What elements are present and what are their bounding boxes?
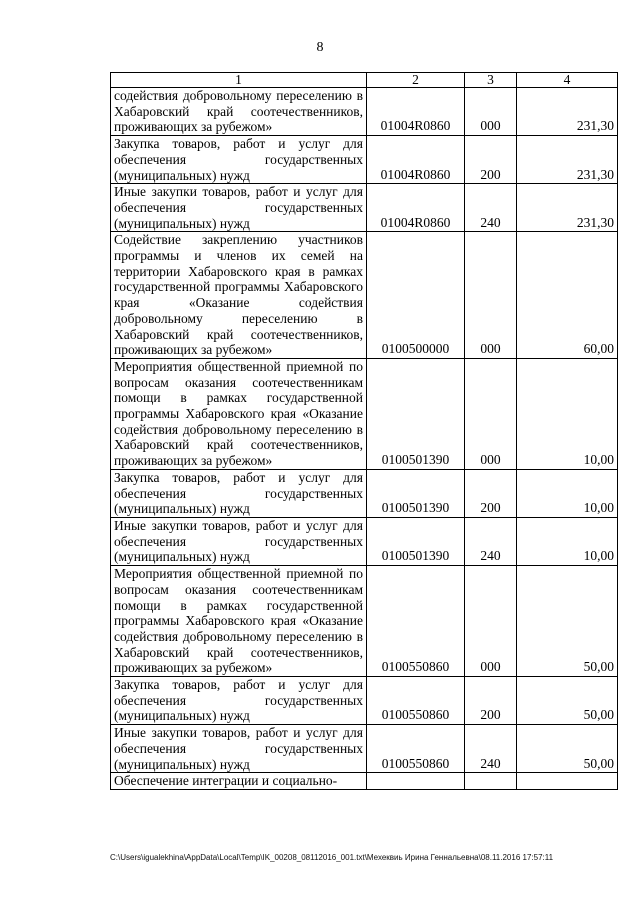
row-vr: 240 <box>465 725 517 773</box>
row-vr: 000 <box>465 566 517 677</box>
row-sum: 50,00 <box>517 677 618 725</box>
row-sum: 10,00 <box>517 517 618 565</box>
row-name: Закупка товаров, работ и услуг для обеспечения государственных (муниципальных) нужд <box>111 677 367 725</box>
header-col-3: 3 <box>465 73 517 88</box>
row-sum <box>517 773 618 790</box>
table-row <box>111 773 618 790</box>
row-sum: 50,00 <box>517 566 618 677</box>
table-header-row <box>111 73 618 88</box>
row-sum: 60,00 <box>517 232 618 359</box>
table-row <box>111 232 618 359</box>
table-row <box>111 725 618 773</box>
row-sum: 10,00 <box>517 358 618 469</box>
row-name: содействия добровольному переселению в Хабаровский край соотечественников, проживающих за рубежом» <box>111 88 367 136</box>
row-name: Мероприятия общественной приемной по вопросам оказания соотечественникам помощи в рамках государственной программы Хабаровского края «Оказание содействия добровольному переселению в Хабаровский край соотечественников, проживающих за рубежом» <box>111 358 367 469</box>
row-vr: 200 <box>465 677 517 725</box>
row-code: 0100501390 <box>367 517 465 565</box>
row-sum: 50,00 <box>517 725 618 773</box>
budget-table <box>110 72 618 790</box>
row-code: 0100501390 <box>367 358 465 469</box>
table-row <box>111 469 618 517</box>
row-sum: 231,30 <box>517 88 618 136</box>
header-col-4: 4 <box>517 73 618 88</box>
row-name: Иные закупки товаров, работ и услуг для обеспечения государственных (муниципальных) нужд <box>111 517 367 565</box>
row-vr: 200 <box>465 469 517 517</box>
row-code: 0100501390 <box>367 469 465 517</box>
row-sum: 231,30 <box>517 184 618 232</box>
row-vr: 200 <box>465 136 517 184</box>
row-name: Обеспечение интеграции и социально- <box>111 773 367 790</box>
row-code: 0100500000 <box>367 232 465 359</box>
row-vr: 240 <box>465 517 517 565</box>
row-vr: 000 <box>465 358 517 469</box>
row-sum: 231,30 <box>517 136 618 184</box>
row-name: Содействие закреплению участников программы и членов их семей на территории Хабаровского края в рамках государственной программы Хабаровского края «Оказание содействия добровольному переселению в Хабаровский край соотечественников, проживающих за рубежом» <box>111 232 367 359</box>
row-code: 01004R0860 <box>367 184 465 232</box>
file-path-footer: C:\Users\igualekhina\AppData\Local\Temp\IK_00208_08112016_001.txt\Мехеквиь Ирина Геннальевна\08.11.2016 17:57:11 <box>110 853 554 862</box>
table-row <box>111 184 618 232</box>
table-row <box>111 88 618 136</box>
table-row <box>111 136 618 184</box>
row-name: Иные закупки товаров, работ и услуг для обеспечения государственных (муниципальных) нужд <box>111 184 367 232</box>
header-col-2: 2 <box>367 73 465 88</box>
row-code: 01004R0860 <box>367 136 465 184</box>
row-sum: 10,00 <box>517 469 618 517</box>
row-vr <box>465 773 517 790</box>
row-name: Иные закупки товаров, работ и услуг для обеспечения государственных (муниципальных) нужд <box>111 725 367 773</box>
row-name: Закупка товаров, работ и услуг для обеспечения государственных (муниципальных) нужд <box>111 136 367 184</box>
row-vr: 240 <box>465 184 517 232</box>
table-row <box>111 677 618 725</box>
row-code: 0100550860 <box>367 725 465 773</box>
row-code <box>367 773 465 790</box>
row-name: Закупка товаров, работ и услуг для обеспечения государственных (муниципальных) нужд <box>111 469 367 517</box>
table-row <box>111 566 618 677</box>
table-row <box>111 358 618 469</box>
row-code: 01004R0860 <box>367 88 465 136</box>
row-code: 0100550860 <box>367 566 465 677</box>
header-col-1: 1 <box>111 73 367 88</box>
row-code: 0100550860 <box>367 677 465 725</box>
row-vr: 000 <box>465 232 517 359</box>
row-name: Мероприятия общественной приемной по вопросам оказания соотечественникам помощи в рамках государственной программы Хабаровского края «Оказание содействия добровольному переселению в Хабаровский край соотечественников, проживающих за рубежом» <box>111 566 367 677</box>
table-row <box>111 517 618 565</box>
row-vr: 000 <box>465 88 517 136</box>
page-number: 8 <box>316 40 324 55</box>
